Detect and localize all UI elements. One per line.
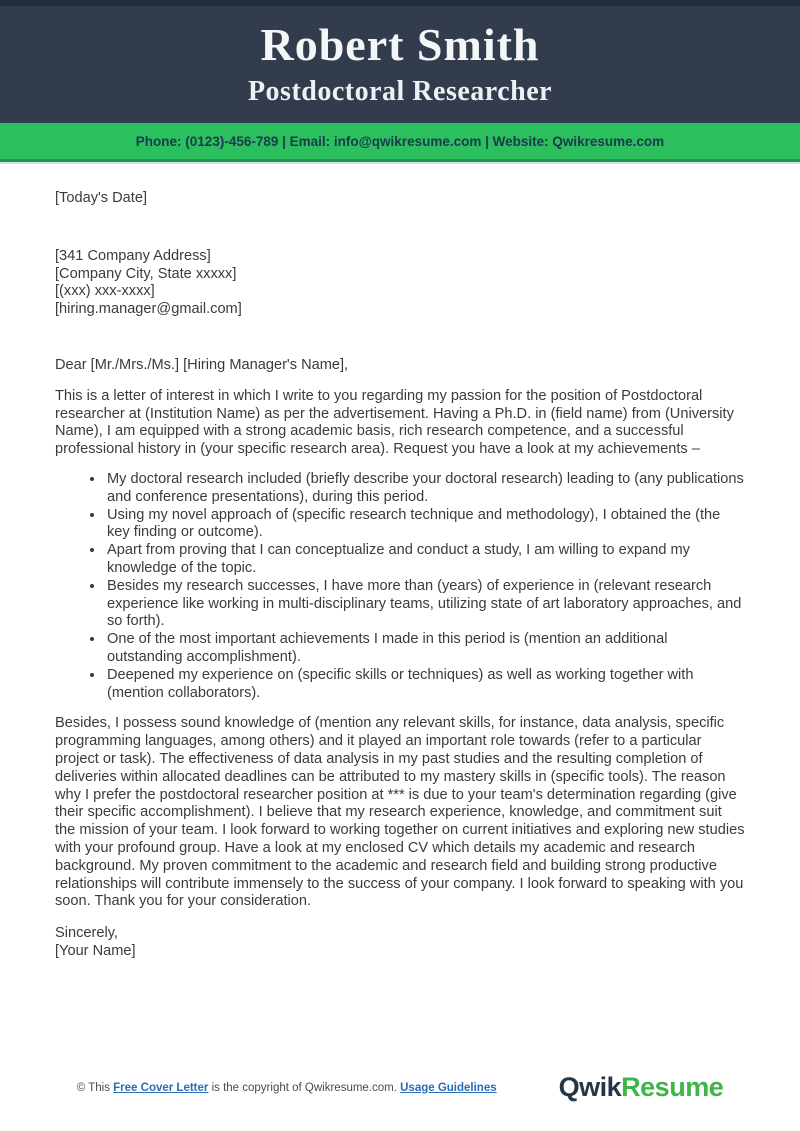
- intro-paragraph: This is a letter of interest in which I write to you regarding my passion for the position of Postdoctoral researcher at (Institution Name) as per the advertisement. Having a Ph.D. in (field name) from (University Name), I am equipped with a strong academic basis, rich research competence, and a successful professional history in (your specific research area). Request you have a look at my achievements –: [55, 387, 734, 458]
- closing-paragraph: Besides, I possess sound knowledge of (mention any relevant skills, for instance, data analysis, specific programming languages, among others) and it played an important role towards (refer to a particular project or task). The effectiveness of data analysis in my past studies and the resulting completion of deliveries within allocated deadlines can be attributed to my mastery skills in (specific tools). The reason why I prefer the postdoctoral researcher position at *** is due to your team's determination regarding (give their specific accomplishment). I believe that my research experience, knowledge, and commitment suit the mission of your team. I look forward to working together on current initiatives and exploring new studies with your profound group. Have a look at my enclosed CV which details my academic and research background. My proven commitment to the academic and research field and building strong productive relationships will contribute immensely to the success of your company. I look forward to speaking with you soon. Thank you for your consideration.: [55, 715, 745, 910]
- achievement-item: • Besides my research successes, I have more than (years) of experience in (relevant research experience like working in multi-disciplinary teams, utilizing state of art laboratory approaches, and so forth).: [105, 578, 745, 631]
- achievement-item: • Using my novel approach of (specific research technique and methodology), I obtained the (the key finding or outcome).: [105, 507, 745, 543]
- achievement-item: • Apart from proving that I can conceptualize and conduct a study, I am willing to expand my knowledge of the topic.: [105, 542, 745, 578]
- free-cover-letter-link[interactable]: Free Cover Letter: [113, 1081, 209, 1094]
- letterhead: [0, 0, 800, 123]
- copyright-line: [77, 1082, 497, 1094]
- logo-qwik-text: Qwik: [558, 1072, 622, 1102]
- usage-guidelines-link[interactable]: Usage Guidelines: [400, 1081, 497, 1094]
- copyright-prefix: © This: [76, 1081, 114, 1094]
- achievement-item: • Deepened my experience on (specific skills or techniques) as well as working together with (mention collaborators).: [105, 667, 745, 703]
- contact-bar: [0, 123, 800, 162]
- signature-placeholder: [Your Name]: [55, 942, 136, 959]
- achievements-list: [55, 471, 745, 702]
- recipient-address-block: [55, 248, 745, 319]
- date-placeholder: [Today's Date]: [55, 190, 148, 206]
- candidate-role: Postdoctoral Researcher: [247, 75, 553, 107]
- address-line: [hiring.manager@gmail.com]: [55, 301, 242, 318]
- candidate-name: Robert Smith: [260, 19, 540, 70]
- letter-body: [0, 162, 800, 961]
- address-line: [341 Company Address]: [55, 247, 211, 264]
- achievement-item: • One of the most important achievements I made in this period is (mention an additional outstanding accomplishment).: [105, 631, 745, 667]
- address-line: [Company City, State xxxxx]: [55, 265, 237, 282]
- address-line: [(xxx) xxx-xxxx]: [55, 283, 155, 300]
- salutation: Dear [Mr./Mrs./Ms.] [Hiring Manager's Name],: [55, 356, 349, 373]
- logo-resume-text: Resume: [621, 1072, 724, 1102]
- contact-info: Phone: (0123)-456-789 | Email: info@qwikresume.com | Website: Qwikresume.com: [135, 133, 665, 149]
- page-footer: [0, 1074, 800, 1101]
- signoff: Sincerely,: [55, 925, 118, 942]
- signoff-block: [55, 925, 745, 961]
- copyright-middle: is the copyright of Qwikresume.com.: [208, 1081, 401, 1094]
- achievement-item: • My doctoral research included (briefly describe your doctoral research) leading to (any publications and conference presentations), during this period.: [105, 471, 745, 507]
- qwikresume-logo[interactable]: [559, 1074, 724, 1101]
